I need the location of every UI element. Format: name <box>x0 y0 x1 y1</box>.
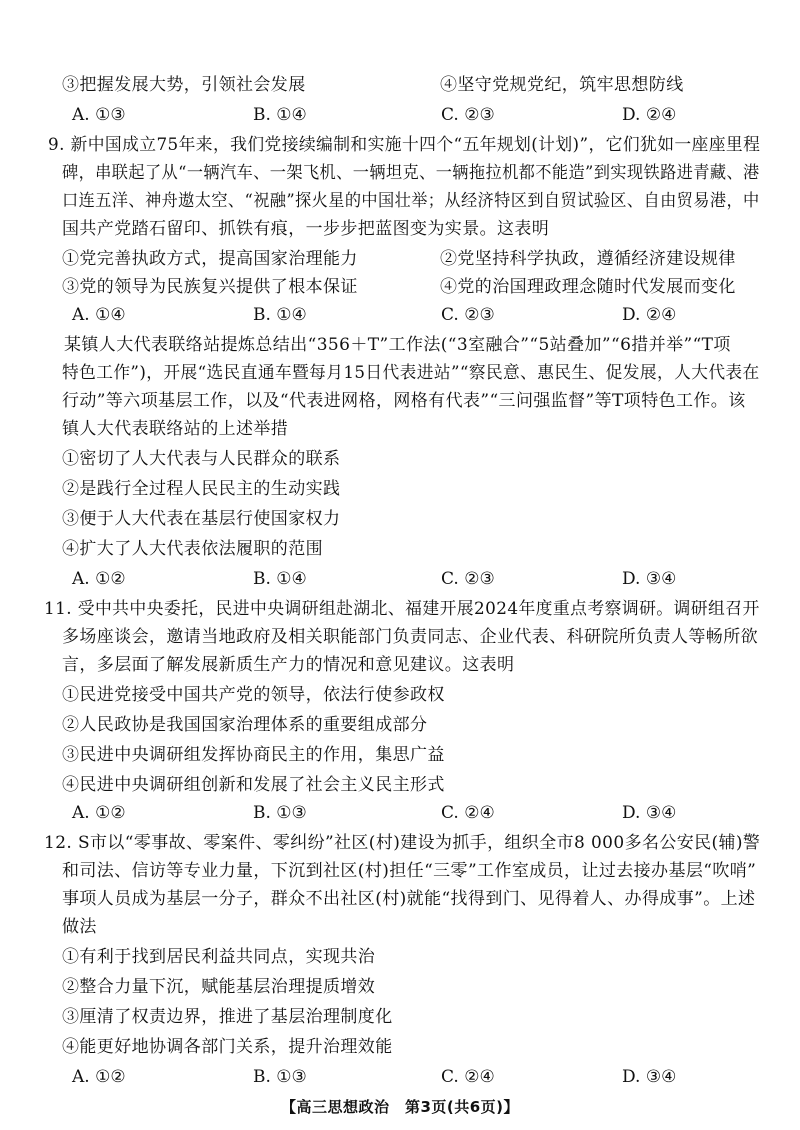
q12-option-d: D. ③④ <box>622 1067 677 1087</box>
q12-statement-2: ②整合力量下沉，赋能基层治理提质增效 <box>62 977 376 997</box>
q10-stem-line-2: 特色工作”)，开展“选民直通车暨每月15日代表进站”“察民意、惠民生、促发展，人大代表在 <box>62 363 760 383</box>
q11-option-d: D. ③④ <box>622 803 677 823</box>
q11-stem-line-2: 多场座谈会，邀请当地政府及相关职能部门负责同志、企业代表、科研院所负责人等畅所欲 <box>62 627 758 647</box>
q12-stem-line-1: 12. S市以“零事故、零案件、零纠纷”社区(村)建设为抓手，组织全市8 000多名公安民(辅)警 <box>44 833 761 853</box>
q9-option-b: B. ①④ <box>253 305 307 325</box>
q8-statement-3: ③把握发展大势，引领社会发展 <box>62 75 306 95</box>
q8-option-d: D. ②④ <box>622 105 677 125</box>
q10-option-a: A. ①② <box>72 569 126 589</box>
q10-statement-1: ①密切了人大代表与人民群众的联系 <box>62 449 341 469</box>
q12-statement-3: ③厘清了权责边界，推进了基层治理制度化 <box>62 1007 393 1027</box>
q11-stem-line-3: 言，多层面了解发展新质生产力的情况和意见建议。这表明 <box>62 655 515 675</box>
q9-stem-line-4: 国共产党踏石留印、抓铁有痕，一步步把蓝图变为实景。这表明 <box>62 219 550 239</box>
q11-stem-line-1: 11. 受中共中央委托，民进中央调研组赴湖北、福建开展2024年度重点考察调研。调研组召开 <box>44 599 760 619</box>
q12-option-c: C. ②④ <box>441 1067 495 1087</box>
q9-statement-4: ④党的治国理政理念随时代发展而变化 <box>440 277 736 297</box>
q11-option-a: A. ①② <box>72 803 126 823</box>
q10-stem-line-3: 行动”等六项基层工作，以及“代表进网格，网格有代表”“三问强监督”等T项特色工作。该 <box>62 391 746 411</box>
q9-statement-2: ②党坚持科学执政，遵循经济建设规律 <box>440 249 736 269</box>
q10-option-d: D. ③④ <box>622 569 677 589</box>
q10-statement-3: ③便于人大代表在基层行使国家权力 <box>62 509 341 529</box>
q11-statement-1: ①民进党接受中国共产党的领导，依法行使参政权 <box>62 685 445 705</box>
q11-statement-4: ④民进中央调研组创新和发展了社会主义民主形式 <box>62 775 445 795</box>
q12-option-b: B. ①③ <box>253 1067 307 1087</box>
q9-option-c: C. ②③ <box>441 305 495 325</box>
q8-option-c: C. ②③ <box>441 105 495 125</box>
q11-statement-3: ③民进中央调研组发挥协商民主的作用，集思广益 <box>62 745 445 765</box>
page-footer: 【高三思想政治 第3页(共6页)】 <box>280 1098 520 1116</box>
q10-option-b: B. ①④ <box>253 569 307 589</box>
q10-statement-4: ④扩大了人大代表依法履职的范围 <box>62 539 323 559</box>
q12-stem-line-2: 和司法、信访等专业力量，下沉到社区(村)担任“三零”工作室成员，让过去接办基层“吹哨” <box>62 861 757 881</box>
q12-statement-1: ①有利于找到居民利益共同点，实现共治 <box>62 947 376 967</box>
q9-stem-line-2: 碑，串联起了从“一辆汽车、一架飞机、一辆坦克、一辆拖拉机都不能造”到实现铁路进青藏、港 <box>62 163 760 183</box>
q11-option-c: C. ②④ <box>441 803 495 823</box>
q12-stem-line-3: 事项人员成为基层一分子，群众不出社区(村)就能“找得到门、见得着人、办得成事”。上述 <box>62 889 756 909</box>
q10-stem-line-1: 某镇人大代表联络站提炼总结出“356＋T”工作法(“3室融合”“5站叠加”“6措并举”“T项 <box>64 335 731 355</box>
q12-statement-4: ④能更好地协调各部门关系，提升治理效能 <box>62 1037 393 1057</box>
q11-option-b: B. ①③ <box>253 803 307 823</box>
q12-option-a: A. ①② <box>72 1067 126 1087</box>
q10-stem-line-4: 镇人大代表联络站的上述举措 <box>62 419 289 439</box>
q10-option-c: C. ②③ <box>441 569 495 589</box>
q8-statement-4: ④坚守党规党纪，筑牢思想防线 <box>440 75 684 95</box>
q9-stem-line-3: 口连五洋、神舟遨太空、“祝融”探火星的中国壮举；从经济特区到自贸试验区、自由贸易港，中 <box>62 191 760 211</box>
q9-option-d: D. ②④ <box>622 305 677 325</box>
q8-option-b: B. ①④ <box>253 105 307 125</box>
q12-stem-line-4: 做法 <box>62 917 97 937</box>
q9-statement-1: ①党完善执政方式，提高国家治理能力 <box>62 249 358 269</box>
q9-option-a: A. ①④ <box>72 305 126 325</box>
q9-statement-3: ③党的领导为民族复兴提供了根本保证 <box>62 277 358 297</box>
q10-statement-2: ②是践行全过程人民民主的生动实践 <box>62 479 341 499</box>
q8-option-a: A. ①③ <box>72 105 126 125</box>
q9-stem-line-1: 9. 新中国成立75年来，我们党接续编制和实施十四个“五年规划(计划)”，它们犹如一座座里程 <box>48 135 761 155</box>
q11-statement-2: ②人民政协是我国国家治理体系的重要组成部分 <box>62 715 428 735</box>
